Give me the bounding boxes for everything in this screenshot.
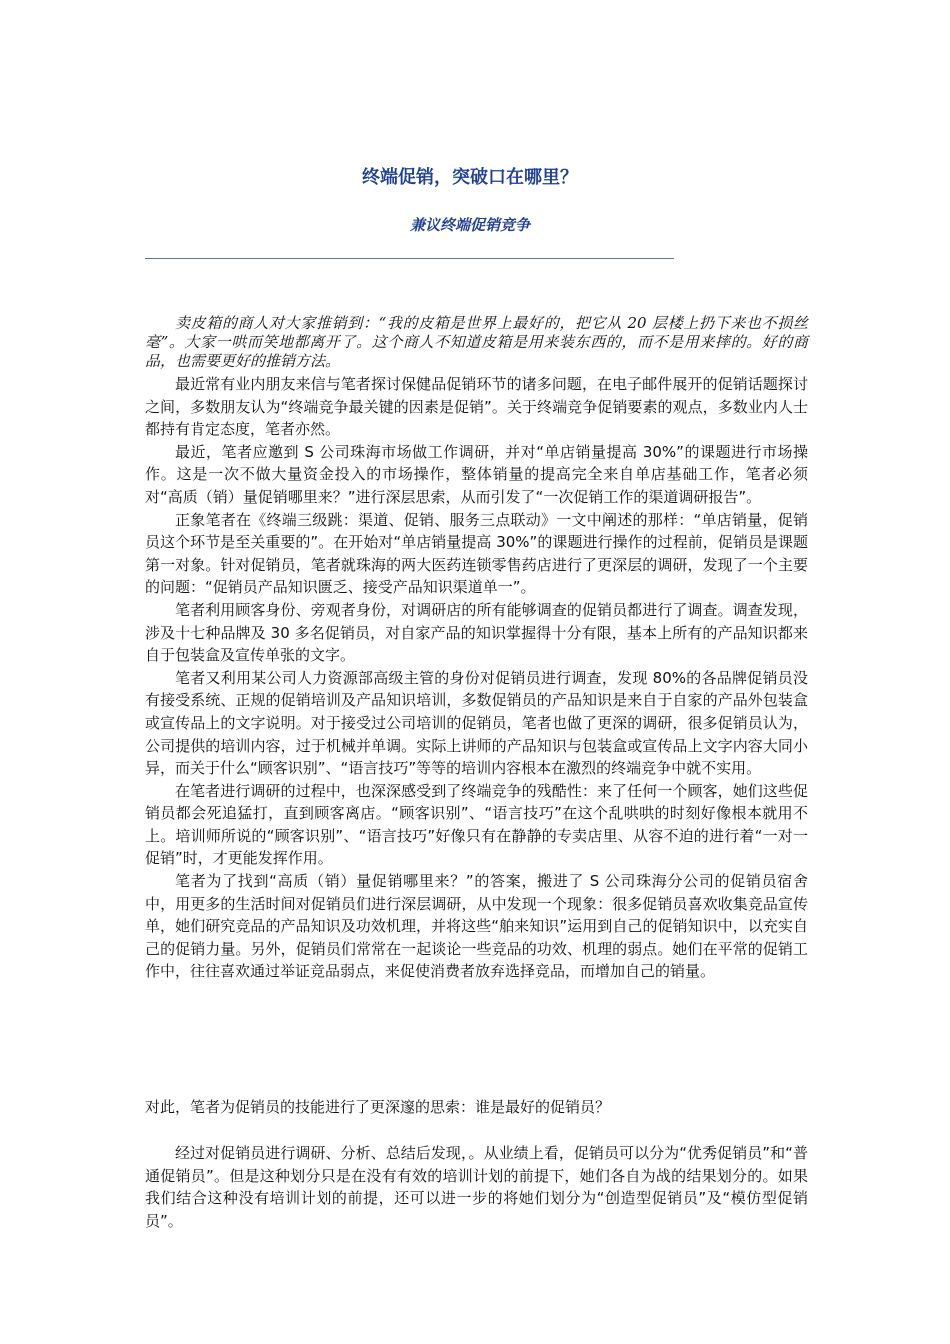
main-body xyxy=(145,373,808,983)
page-title: 终端促销，突破口在哪里？ xyxy=(362,167,578,188)
body-paragraph-6: 在笔者进行调研的过程中，也深深感受到了终端竞争的残酷性：来了任何一个顾客，她们这些促销员都会死追猛打，直到顾客离店。“顾客识别”、“语言技巧”在这个乱哄哄的时刻好像根本就用不上。培训师所说的“顾客识别”、“语言技巧”好像只有在静静的专卖店里、从容不迫的进行着“一对一促销”时，才更能发挥作用。 xyxy=(145,781,808,868)
closing-paragraph: 经过对促销员进行调研、分析、总结后发现，。从业绩上看，促销员可以分为“优秀促销员”和“普通促销员”。但是这种划分只是在没有有效的培训计划的前提下，她们各自为战的结果划分的。如果我们结合这种没有培训计划的前提，还可以进一步的将她们划分为“创造型促销员”及“模仿型促销员”。 xyxy=(145,1144,808,1230)
title-divider xyxy=(145,258,674,259)
question-paragraph: 对此，笔者为促销员的技能进行了更深邃的思索：谁是最好的促销员？ xyxy=(145,1098,611,1116)
closing-section xyxy=(145,1142,808,1232)
intro-paragraph: 卖皮箱的商人对大家推销到：“我的皮箱是世界上最好的，把它从 20 层楼上扔下来也不损丝毫”。大家一哄而笑地都离开了。这个商人不知道皮箱是用来装东西的，而不是用来摔的。好的商品，也需要更好的推销方法。 xyxy=(145,314,808,370)
page-subtitle: 兼议终端促销竞争 xyxy=(409,216,530,234)
intro-section xyxy=(145,314,808,371)
body-paragraph-2: 最近，笔者应邀到 S 公司珠海市场做工作调研，并对“单店销量提高 30%”的课题进行市场操作。这是一次不做大量资金投入的市场操作，整体销量的提高完全来自单店基础工作，笔者必须对“高质（销）量促销哪里来？”进行深层思索，从而引发了“一次促销工作的渠道调研报告”。 xyxy=(145,442,808,506)
body-paragraph-3: 正象笔者在《终端三级跳：渠道、促销、服务三点联动》一文中阐述的那样：“单店销量，促销员这个环节是至关重要的”。在开始对“单店销量提高 30%”的课题进行操作的过程前，促销员是课题第一对象。针对促销员，笔者就珠海的两大医药连锁零售药店进行了更深层的调研，发现了一个主要的问题：“促销员产品知识匮乏、接受产品知识渠道单一”。 xyxy=(145,510,808,597)
body-paragraph-7: 笔者为了找到“高质（销）量促销哪里来？”的答案，搬进了 S 公司珠海分公司的促销员宿舍中，用更多的生活时间对促销员们进行深层调研，从中发现一个现象：很多促销员喜欢收集竞品宣传单，她们研究竞品的产品知识及功效机理，并将这些“舶来知识”运用到自己的促销知识中，以充实自己的促销力量。另外，促销员们常常在一起谈论一些竞品的功效、机理的弱点。她们在平常的促销工作中，往往喜欢通过举证竞品弱点，来促使消费者放弃选择竞品，而增加自己的销量。 xyxy=(145,872,808,981)
question-section xyxy=(145,1096,808,1119)
body-paragraph-4: 笔者利用顾客身份、旁观者身份，对调研店的所有能够调查的促销员都进行了调查。调查发现，涉及十七种品牌及 30 多名促销员，对自家产品的知识掌握得十分有限，基本上所有的产品知识都来自于包装盒及宣传单张的文字。 xyxy=(145,600,808,665)
body-paragraph-1: 最近常有业内朋友来信与笔者探讨保健品促销环节的诸多问题，在电子邮件展开的促销话题探讨之间，多数朋友认为“终端竞争最关键的因素是促销”。关于终端竞争促销要素的观点，多数业内人士都持有肯定态度，笔者亦然。 xyxy=(145,375,808,439)
body-paragraph-5: 笔者又利用某公司人力资源部高级主管的身份对促销员进行调查，发现 80%的各品牌促销员没有接受系统、正规的促销培训及产品知识培训，多数促销员的产品知识是来自于自家的产品外包装盒或宣传品上的文字说明。对于接受过公司培训的促销员，笔者也做了更深的调研，很多促销员认为，公司提供的培训内容，过于机械并单调。实际上讲师的产品知识与包装盒或宣传品上文字内容大同小异，而关于什么“顾客识别”、“语言技巧”等等的培训内容根本在激烈的终端竞争中就不实用。 xyxy=(145,668,808,778)
